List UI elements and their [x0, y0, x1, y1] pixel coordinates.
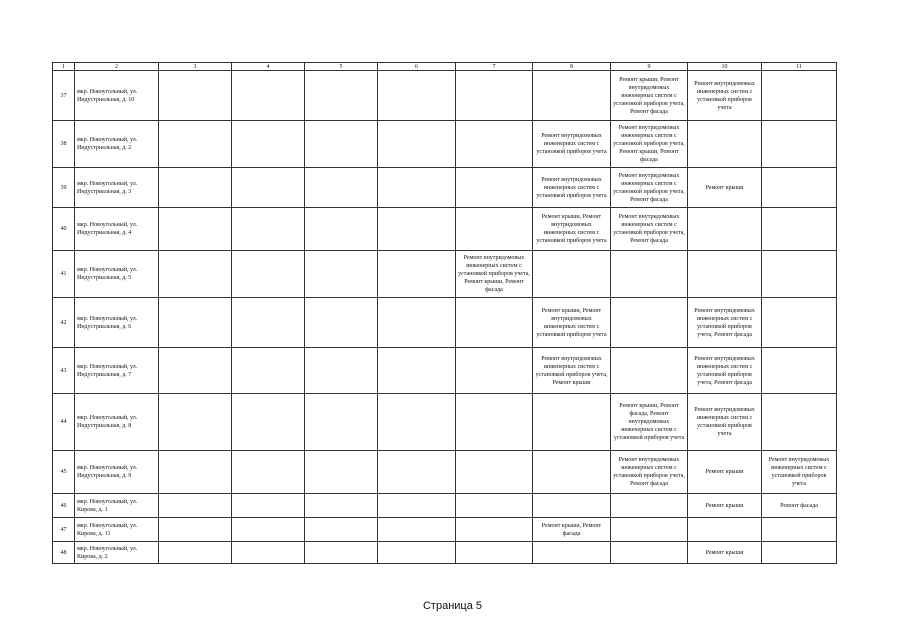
column-header: 6 — [378, 63, 456, 71]
column-header: 4 — [232, 63, 305, 71]
work-cell — [762, 121, 837, 168]
works-table — [52, 62, 837, 564]
work-cell — [232, 494, 305, 518]
work-cell — [305, 394, 378, 451]
work-cell — [159, 208, 232, 251]
work-cell: Ремонт внутридомовых инженерных систем с установкой приборов учета, Ремонт крыши, Ремонт фасада — [456, 251, 533, 298]
column-header: 1 — [53, 63, 75, 71]
work-cell: Ремонт фасада — [762, 494, 837, 518]
work-cell — [159, 494, 232, 518]
work-cell — [305, 71, 378, 121]
work-cell — [378, 298, 456, 348]
work-cell — [378, 168, 456, 208]
work-cell — [611, 348, 688, 394]
row-number: 37 — [53, 71, 75, 121]
work-cell — [456, 542, 533, 564]
work-cell — [762, 208, 837, 251]
row-number: 47 — [53, 518, 75, 542]
table-row — [53, 348, 837, 394]
column-header: 8 — [533, 63, 611, 71]
address-cell: мкр. Новоугольный, ул. Кирова, д. 11 — [75, 518, 159, 542]
work-cell — [456, 494, 533, 518]
work-cell — [305, 251, 378, 298]
work-cell — [611, 298, 688, 348]
work-cell — [378, 251, 456, 298]
work-cell: Ремонт крыши, Ремонт внутридомовых инженерных систем с установкой приборов учета — [533, 298, 611, 348]
work-cell — [305, 298, 378, 348]
work-cell — [305, 518, 378, 542]
table-row — [53, 71, 837, 121]
work-cell — [611, 542, 688, 564]
row-number: 48 — [53, 542, 75, 564]
work-cell — [159, 121, 232, 168]
work-cell: Ремонт крыши — [688, 494, 762, 518]
work-cell — [305, 208, 378, 251]
work-cell — [533, 394, 611, 451]
work-cell: Ремонт внутридомовых инженерных систем с установкой приборов учета, Ремонт фасада — [688, 348, 762, 394]
address-cell: мкр. Новоугольный, ул. Индустриальная, д. 10 — [75, 71, 159, 121]
work-cell — [533, 251, 611, 298]
work-cell — [305, 168, 378, 208]
address-cell: мкр. Новоугольный, ул. Кирова, д. 1 — [75, 494, 159, 518]
work-cell — [533, 71, 611, 121]
column-header: 3 — [159, 63, 232, 71]
work-cell: Ремонт крыши — [688, 168, 762, 208]
work-cell — [688, 208, 762, 251]
column-header: 2 — [75, 63, 159, 71]
work-cell: Ремонт внутридомовых инженерных систем с установкой приборов учета, Ремонт фасада — [611, 451, 688, 494]
work-cell — [232, 451, 305, 494]
header-row — [53, 63, 837, 71]
row-number: 41 — [53, 251, 75, 298]
work-cell — [232, 518, 305, 542]
address-cell: мкр. Новоугольный, ул. Индустриальная, д. 5 — [75, 251, 159, 298]
table-row — [53, 542, 837, 564]
work-cell — [159, 298, 232, 348]
address-cell: мкр. Новоугольный, ул. Индустриальная, д. 7 — [75, 348, 159, 394]
work-cell — [232, 168, 305, 208]
page-number: Страница 5 — [422, 600, 483, 612]
work-cell — [305, 542, 378, 564]
row-number: 38 — [53, 121, 75, 168]
work-cell: Ремонт крыши — [688, 451, 762, 494]
work-cell: Ремонт внутридомовых инженерных систем с установкой приборов учета — [688, 71, 762, 121]
work-cell — [762, 168, 837, 208]
work-cell — [378, 494, 456, 518]
work-cell: Ремонт внутридомовых инженерных систем с установкой приборов учета — [533, 168, 611, 208]
work-cell — [232, 542, 305, 564]
work-cell — [232, 251, 305, 298]
work-cell — [762, 251, 837, 298]
work-cell: Ремонт крыши, Ремонт внутридомовых инженерных систем с установкой приборов учета, Ремонт фасада — [611, 71, 688, 121]
work-cell — [378, 542, 456, 564]
work-cell — [762, 394, 837, 451]
table-row — [53, 494, 837, 518]
work-cell — [305, 494, 378, 518]
work-cell — [456, 71, 533, 121]
work-cell — [688, 121, 762, 168]
work-cell — [762, 518, 837, 542]
work-cell: Ремонт крыши — [688, 542, 762, 564]
table-row — [53, 394, 837, 451]
work-cell — [456, 348, 533, 394]
work-cell: Ремонт внутридомовых инженерных систем с установкой приборов учета — [762, 451, 837, 494]
work-cell — [159, 348, 232, 394]
work-cell — [456, 451, 533, 494]
work-cell — [762, 71, 837, 121]
work-cell: Ремонт внутридомовых инженерных систем с установкой приборов учета, Ремонт фасада — [611, 168, 688, 208]
work-cell — [762, 348, 837, 394]
work-cell — [378, 348, 456, 394]
work-cell — [533, 451, 611, 494]
work-cell — [456, 394, 533, 451]
work-cell — [159, 251, 232, 298]
work-cell — [159, 168, 232, 208]
work-cell — [611, 518, 688, 542]
table-row — [53, 451, 837, 494]
work-cell: Ремонт внутридомовых инженерных систем с установкой приборов учета — [533, 121, 611, 168]
work-cell — [378, 121, 456, 168]
address-cell: мкр. Новоугольный, ул. Индустриальная, д. 9 — [75, 451, 159, 494]
work-cell — [688, 518, 762, 542]
work-cell — [456, 208, 533, 251]
work-cell — [159, 542, 232, 564]
work-cell — [305, 451, 378, 494]
work-cell — [611, 494, 688, 518]
address-cell: мкр. Новоугольный, ул. Индустриальная, д. 8 — [75, 394, 159, 451]
work-cell — [232, 394, 305, 451]
row-number: 42 — [53, 298, 75, 348]
work-cell: Ремонт внутридомовых инженерных систем с установкой приборов учета, Ремонт крыши, Ремонт фасада — [611, 121, 688, 168]
work-cell — [159, 71, 232, 121]
address-cell: мкр. Новоугольный, ул. Кирова, д. 2 — [75, 542, 159, 564]
work-cell — [456, 518, 533, 542]
column-header: 11 — [762, 63, 837, 71]
table-row — [53, 168, 837, 208]
row-number: 44 — [53, 394, 75, 451]
row-number: 45 — [53, 451, 75, 494]
work-cell: Ремонт внутридомовых инженерных систем с установкой приборов учета, Ремонт фасада — [688, 298, 762, 348]
address-cell: мкр. Новоугольный, ул. Индустриальная, д. 3 — [75, 168, 159, 208]
work-cell — [232, 71, 305, 121]
work-cell: Ремонт внутридомовых инженерных систем с установкой приборов учета, Ремонт фасада — [611, 208, 688, 251]
work-cell — [305, 121, 378, 168]
work-cell — [533, 542, 611, 564]
work-cell: Ремонт внутридомовых инженерных систем с установкой приборов учета, Ремонт крыши — [533, 348, 611, 394]
work-cell — [378, 208, 456, 251]
work-cell — [378, 71, 456, 121]
row-number: 40 — [53, 208, 75, 251]
work-cell — [533, 494, 611, 518]
work-cell — [456, 298, 533, 348]
work-cell — [456, 121, 533, 168]
work-cell — [159, 394, 232, 451]
column-header: 5 — [305, 63, 378, 71]
table-row — [53, 208, 837, 251]
table-row — [53, 518, 837, 542]
work-cell — [159, 451, 232, 494]
work-cell — [159, 518, 232, 542]
work-cell — [305, 348, 378, 394]
work-cell: Ремонт крыши, Ремонт фасада, Ремонт внутридомовых инженерных систем с установкой приборов учета — [611, 394, 688, 451]
work-cell — [688, 251, 762, 298]
work-cell — [378, 451, 456, 494]
work-cell — [232, 208, 305, 251]
column-header: 10 — [688, 63, 762, 71]
address-cell: мкр. Новоугольный, ул. Индустриальная, д. 6 — [75, 298, 159, 348]
work-cell — [378, 518, 456, 542]
work-cell — [232, 298, 305, 348]
row-number: 46 — [53, 494, 75, 518]
table-row — [53, 121, 837, 168]
table-row — [53, 251, 837, 298]
column-header: 9 — [611, 63, 688, 71]
address-cell: мкр. Новоугольный, ул. Индустриальная, д. 4 — [75, 208, 159, 251]
work-cell — [762, 298, 837, 348]
address-cell: мкр. Новоугольный, ул. Индустриальная, д. 2 — [75, 121, 159, 168]
work-cell — [762, 542, 837, 564]
work-cell — [378, 394, 456, 451]
row-number: 39 — [53, 168, 75, 208]
work-cell — [456, 168, 533, 208]
column-header: 7 — [456, 63, 533, 71]
work-cell — [611, 251, 688, 298]
table-row — [53, 298, 837, 348]
work-cell: Ремонт крыши, Ремонт фасада — [533, 518, 611, 542]
row-number: 43 — [53, 348, 75, 394]
work-cell — [232, 348, 305, 394]
work-cell — [232, 121, 305, 168]
work-cell: Ремонт крыши, Ремонт внутридомовых инженерных систем с установкой приборов учета — [533, 208, 611, 251]
work-cell: Ремонт внутридомовых инженерных систем с установкой приборов учета — [688, 394, 762, 451]
